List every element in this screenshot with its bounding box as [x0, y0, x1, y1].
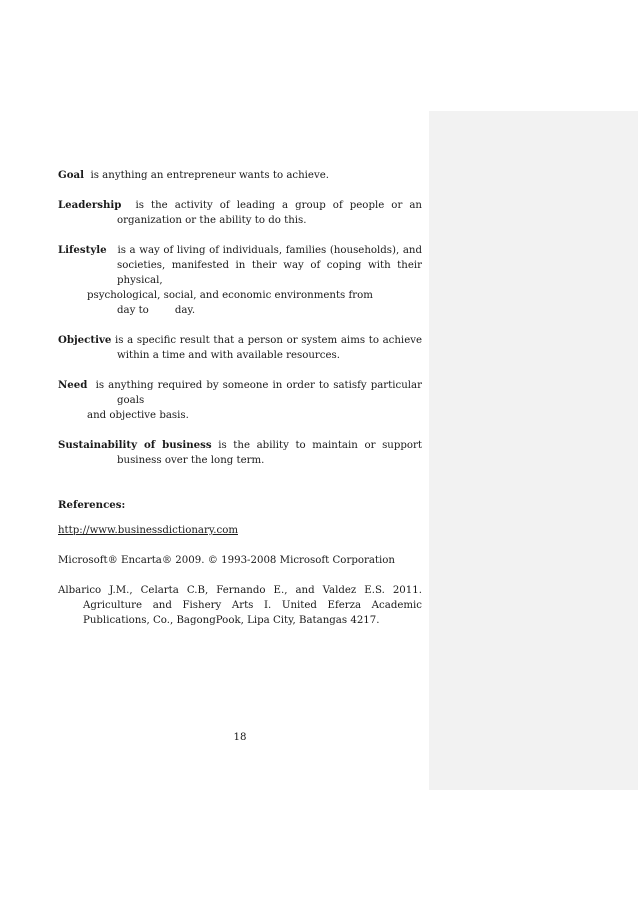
glossary-term: Goal: [58, 169, 84, 181]
glossary-definition-tail: day to: [117, 305, 149, 316]
reference-book: Albarico J.M., Celarta C.B, Fernando E., and Valdez E.S. 2011. Agriculture and Fishery Arts I. United Eferza Academic Publications, Co., BagongPook, Lipa City, Batangas 4217.: [58, 585, 422, 626]
glossary-entry-lifestyle: [58, 243, 422, 318]
glossary-definition: is a way of living of individuals, families (households), and societies, manifested in their way of coping with their physical,: [117, 245, 423, 286]
glossary-term: Objective: [58, 334, 112, 346]
glossary-definition-continued: psychological, social, and economic environments from: [87, 290, 373, 301]
glossary-definition: is the activity of leading a group of people or an organization or the ability to do this.: [117, 200, 422, 226]
glossary-term: Leadership: [58, 199, 122, 211]
glossary-entry-sustainability: [58, 438, 422, 468]
glossary-definition: is a specific result that a person or system aims to achieve within a time and with available resources.: [115, 335, 423, 361]
comment-pane: [429, 111, 638, 790]
glossary-entry-objective: [58, 333, 422, 363]
page-number: 18: [233, 732, 247, 743]
references-heading: References:: [58, 499, 126, 511]
glossary-definition: is the ability to maintain or support business over the long term.: [117, 440, 422, 466]
reference-encarta: Microsoft® Encarta® 2009. © 1993-2008 Microsoft Corporation: [58, 555, 395, 566]
glossary-section: [58, 168, 422, 643]
glossary-term: Lifestyle: [58, 244, 107, 256]
reference-link[interactable]: http://www.businessdictionary.com: [58, 525, 238, 536]
glossary-definition-tail: day.: [174, 305, 196, 316]
glossary-definition-continued: and objective basis.: [87, 410, 189, 421]
glossary-entry-goal: [58, 168, 422, 183]
glossary-term: Need: [58, 379, 88, 391]
glossary-entry-leadership: [58, 198, 422, 228]
glossary-term: Sustainability of business: [58, 439, 212, 451]
glossary-definition: is anything required by someone in order to satisfy particular goals: [95, 380, 422, 406]
reference-link-item: [58, 523, 422, 538]
glossary-definition: is anything an entrepreneur wants to achieve.: [90, 170, 329, 181]
glossary-entry-need: [58, 378, 422, 423]
